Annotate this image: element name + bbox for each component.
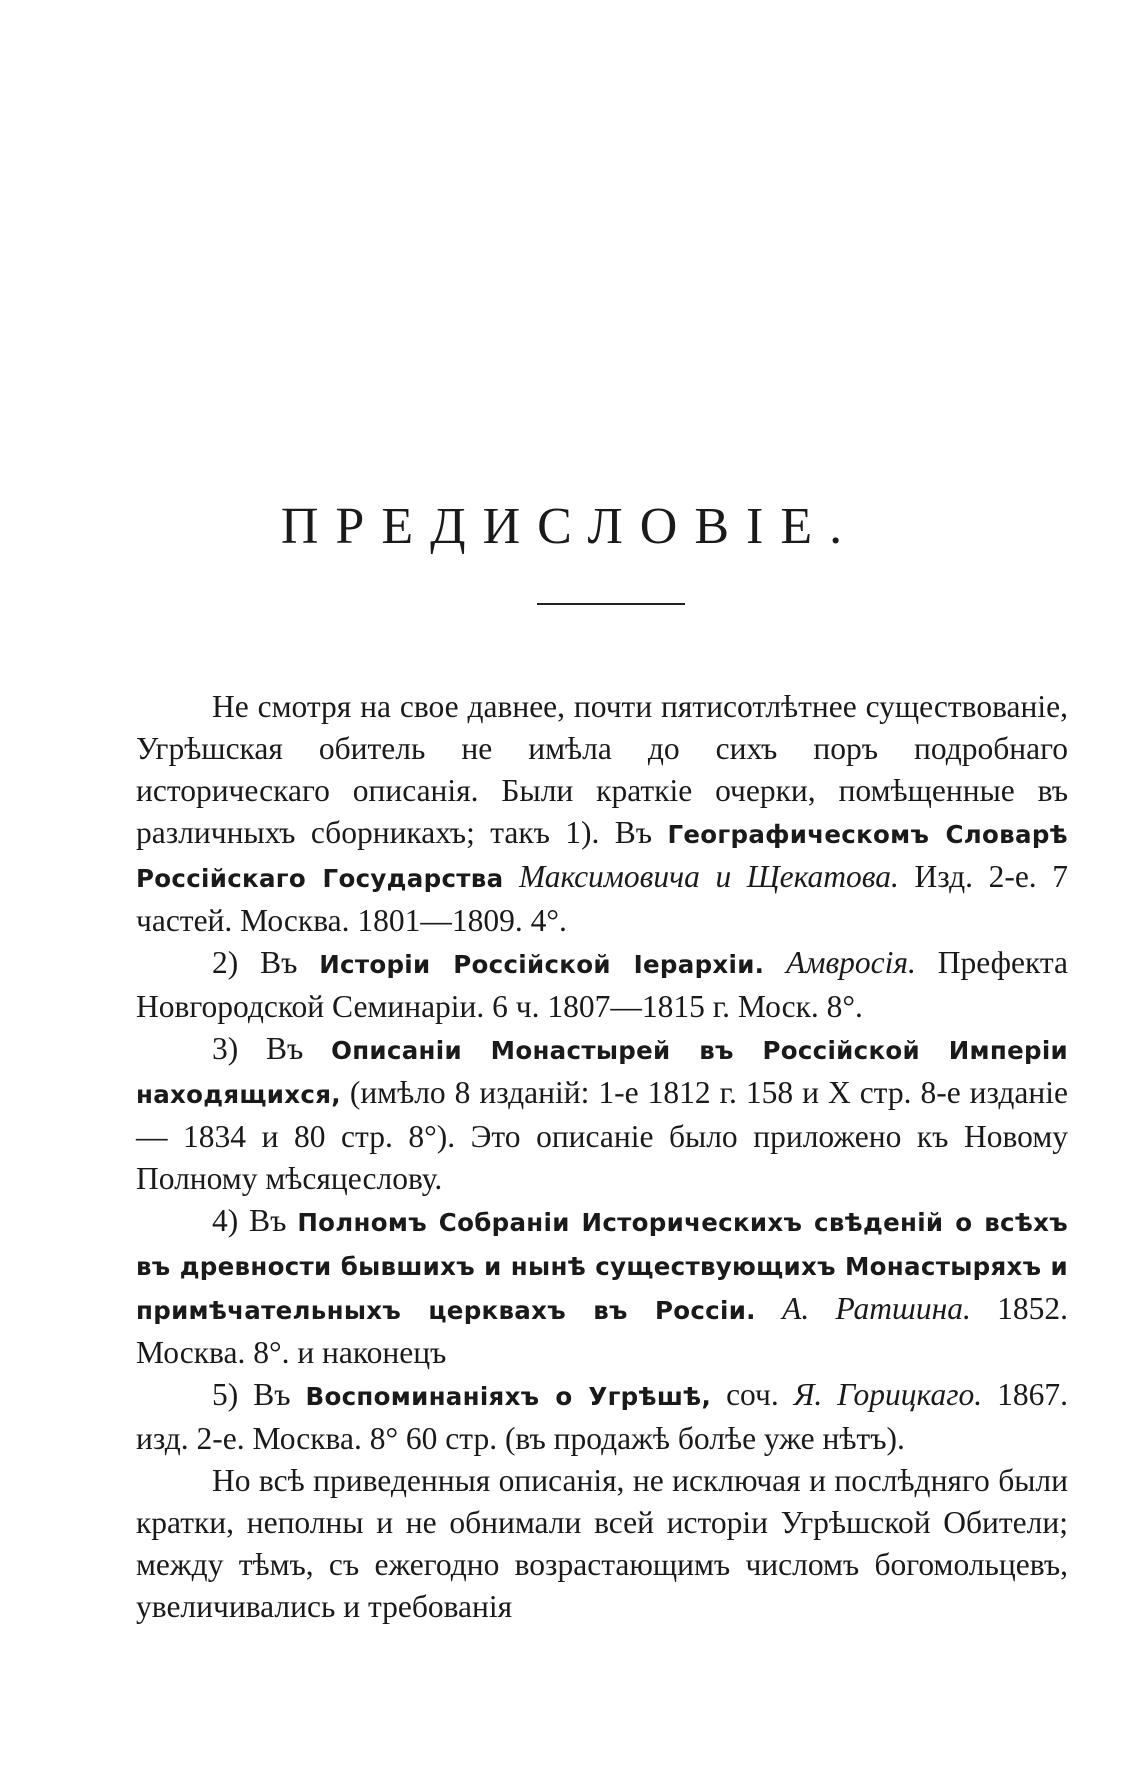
source-author: Амвросія. <box>786 945 916 980</box>
source-title: Географическомъ Словарѣ Россійскаго Государства <box>136 820 1068 893</box>
source-title: Описаніи Монастырей въ Россійской Имперіи находящихся, <box>136 1036 1068 1109</box>
source-title: Исторіи Россійской Іерархіи. <box>319 950 765 979</box>
source-title: Полномъ Собраніи Историческихъ свѣденій о всѣхъ въ древности бывшихъ и нынѣ существующихъ Монастыряхъ и примѣчательныхъ церквахъ въ Россіи. <box>136 1208 1068 1325</box>
paragraph-conclusion: Но всѣ приведенныя описанія, не исключая и послѣдняго были кратки, неполны и не обнимали всей исторіи Угрѣшской Обители; между тѣмъ, съ ежегодно возрастающимъ числомъ богомольцевъ, увеличивались и требованія <box>136 1463 1068 1624</box>
paragraph-source-2: 2) Въ Исторіи Россійской Іерархіи. Амвросія. Префекта Новгородской Семинаріи. 6 ч. 1807—1815 г. Моск. 8°. <box>136 945 1069 1024</box>
page-title: ПРЕДИСЛОВІЕ. <box>280 497 860 555</box>
source-author: Я. Горицкаго. <box>793 1377 983 1412</box>
source-author: Максимовича и Щекатова. <box>519 859 899 894</box>
paragraph-source-5: 5) Въ Воспоминаніяхъ о Угрѣшѣ, соч. Я. Горицкаго. 1867. изд. 2-е. Москва. 8° 60 стр. (въ продажѣ болѣе уже нѣтъ). <box>136 1377 1069 1456</box>
paragraph-source-4: 4) Въ Полномъ Собраніи Историческихъ свѣденій о всѣхъ въ древности бывшихъ и нынѣ существующихъ Монастыряхъ и примѣчательныхъ церквахъ въ Россіи. А. Ратшина. 1852. Москва. 8°. и наконецъ <box>136 1203 1069 1370</box>
paragraph-source-3: 3) Въ Описаніи Монастырей въ Россійской Имперіи находящихся, (имѣло 8 изданій: 1-е 1812 г. 158 и X стр. 8-е изданіе — 1834 и 80 стр. 8°). Это описаніе было приложено къ Новому Полному мѣсяцеслову. <box>136 1031 1068 1196</box>
source-title: Воспоминаніяхъ о Угрѣшѣ, <box>305 1382 712 1411</box>
source-author: А. Ратшина. <box>782 1291 971 1326</box>
title-divider <box>537 603 685 605</box>
preface-body <box>136 686 1068 1628</box>
paragraph-intro: Не смотря на свое давнее, почти пятисотлѣтнее существованіе, Угрѣшская обитель не имѣла до сихъ поръ подробнаго историческаго описанія. Были краткіе очерки, помѣщенные въ различныхъ сборникахъ; такъ 1). Въ Географическомъ Словарѣ Россійскаго Государства Максимовича и Щекатова. Изд. 2-е. 7 частей. Москва. 1801—1809. 4°. <box>136 689 1069 938</box>
